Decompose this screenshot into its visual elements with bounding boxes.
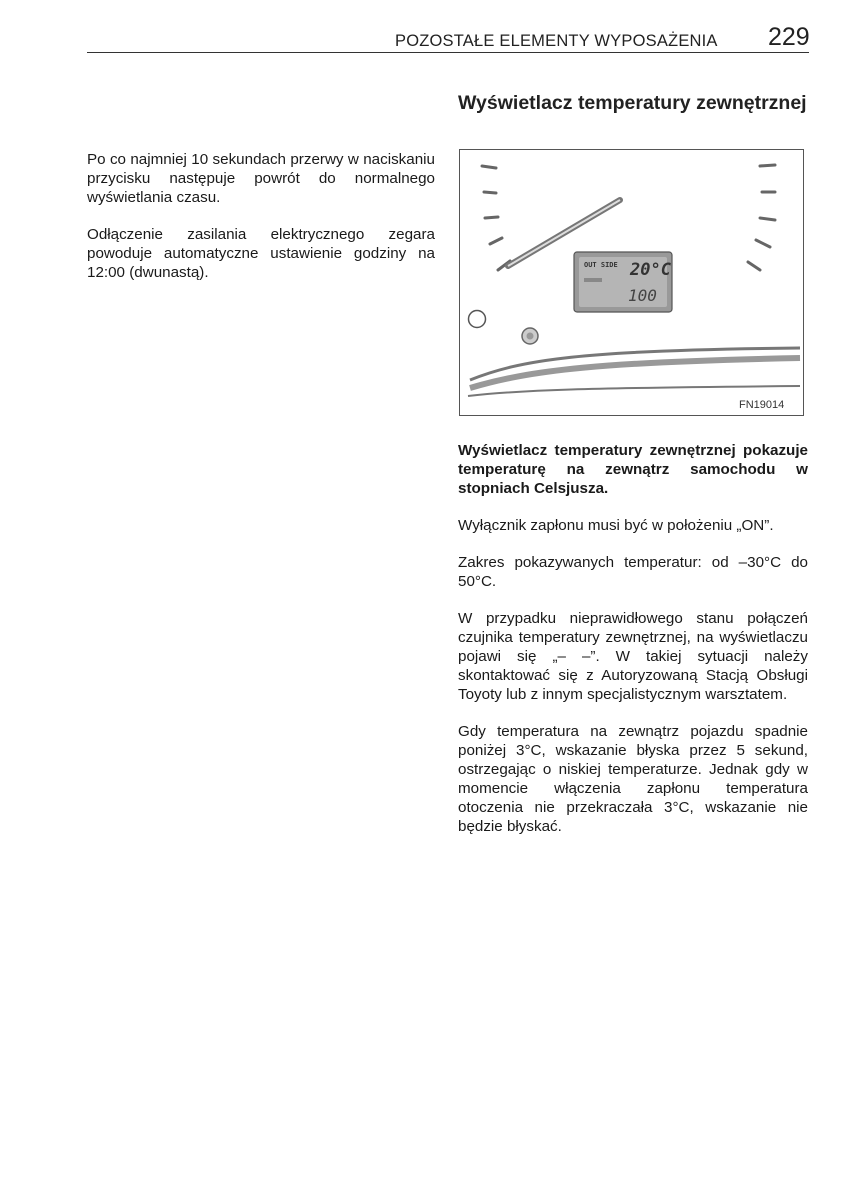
lcd-outside-label: OUT SIDE bbox=[584, 261, 618, 269]
paragraph: Po co najmniej 10 sekundach przerwy w naciskaniu przycisku następuje powrót do normalnego wyświetlania czasu. bbox=[87, 151, 435, 206]
paragraph: Wyłącznik zapłonu musi być w położeniu „ON”. bbox=[458, 517, 774, 534]
trip-knob bbox=[469, 311, 486, 328]
left-gauge-ticks bbox=[482, 166, 510, 270]
bold-intro-paragraph: Wyświetlacz temperatury zewnętrznej pokazuje temperaturę na zewnątrz samochodu w stopniach Celsjusza. bbox=[458, 442, 808, 497]
right-gauge-ticks bbox=[748, 165, 775, 270]
running-header: POZOSTAŁE ELEMENTY WYPOSAŻENIA bbox=[395, 32, 718, 50]
paragraph: Gdy temperatura na zewnątrz pojazdu spadnie poniżej 3°C, wskazanie błyska przez 5 sekund, ostrzegając o niskiej temperaturze. Jednak gdy w momencie włączenia zapłonu temperatura otoczenia nie przekraczała 3°C, wskazanie nie będzie błyskać. bbox=[458, 723, 808, 835]
header-rule bbox=[87, 52, 809, 53]
lcd-temperature: 20°C bbox=[630, 260, 671, 280]
figure-code: FN19014 bbox=[739, 399, 785, 411]
section-title: Wyświetlacz temperatury zewnętrznej bbox=[458, 92, 807, 114]
page-number: 229 bbox=[768, 23, 810, 51]
left-column bbox=[87, 150, 435, 300]
instrument-cluster-illustration bbox=[460, 150, 804, 416]
instrument-cluster-figure bbox=[459, 149, 804, 416]
lcd-odometer: 100 bbox=[628, 286, 657, 305]
right-column bbox=[458, 441, 808, 854]
paragraph: Zakres pokazywanych temperatur: od –30°C do 50°C. bbox=[458, 554, 808, 590]
paragraph: Odłączenie zasilania elektrycznego zegara powoduje automatyczne ustawienie godziny na 12:00 (dwunastą). bbox=[87, 226, 435, 281]
paragraph: W przypadku nieprawidłowego stanu połączeń czujnika temperatury zewnętrznej, na wyświetlaczu pojawi się „– –”. W takiej sytuacji należy skontaktować się z Autoryzowaną Stacją Obsługi Toyoty lub z innym specjalistycznym warsztatem. bbox=[458, 610, 808, 703]
svg-text:OUT SIDE bbox=[584, 261, 618, 269]
